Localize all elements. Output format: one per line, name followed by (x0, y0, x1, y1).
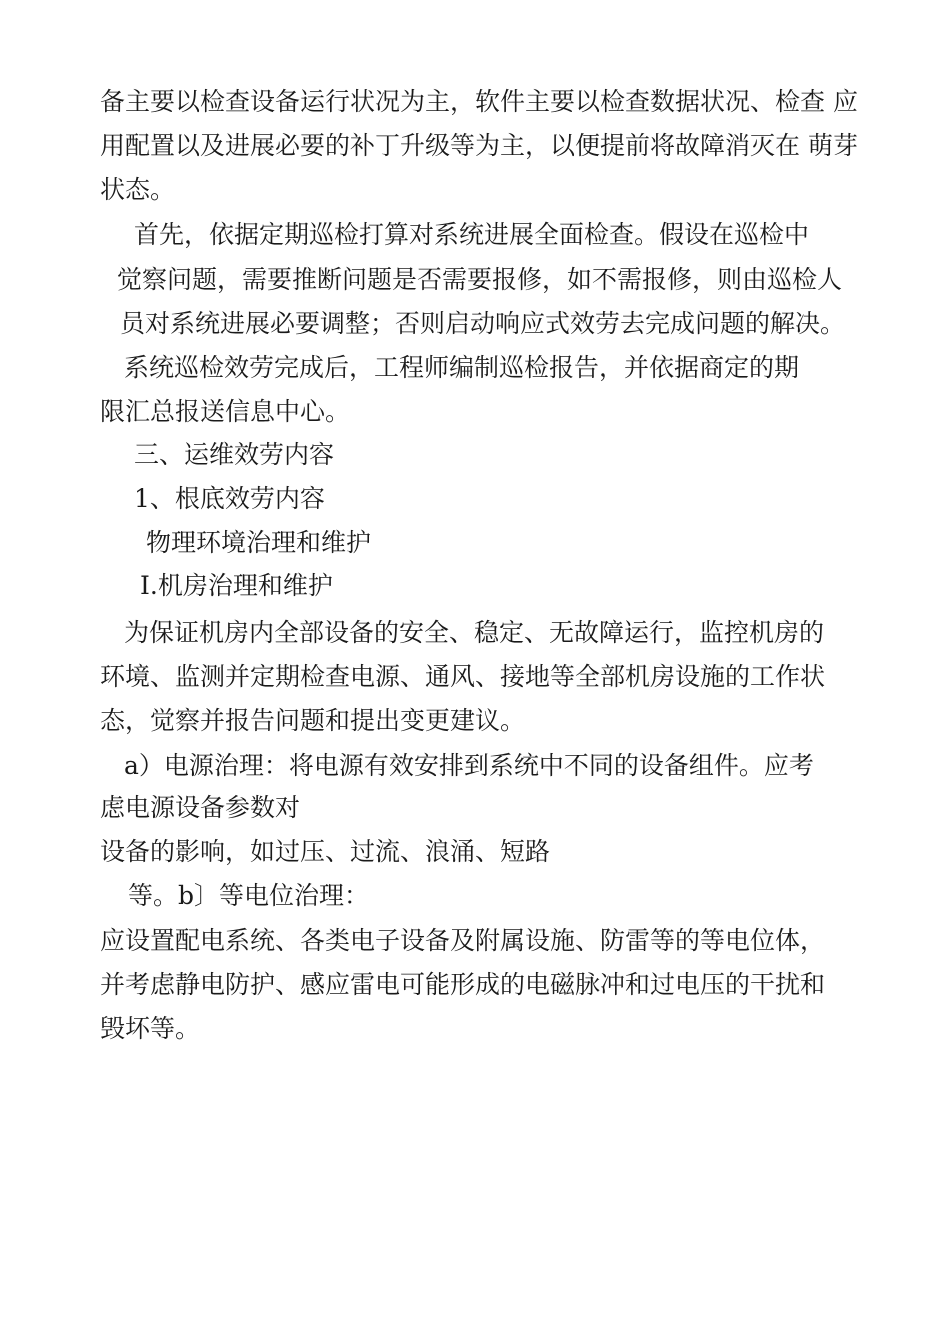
text-line: 毁坏等。 (100, 1014, 201, 1043)
text-line: 为保证机房内全部设备的安全、稳定、无故障运行，监控机房的 (124, 618, 825, 647)
text-line: 限汇总报送信息中心。 (100, 397, 351, 426)
text-line: 备主要以检查设备运行状况为主，软件主要以检查数据状况、检查 应 (100, 87, 858, 116)
text-line: 员对系统进展必要调整；否则启动响应式效劳去完成问题的解决。 (120, 309, 846, 338)
text-line: 用配置以及进展必要的补丁升级等为主，以便提前将故障消灭在 萌芽 (100, 131, 858, 160)
text-line: 觉察问题，需要推断问题是否需要报修，如不需报修，则由巡检人 (117, 265, 843, 294)
subsection-heading: 物理环境治理和维护 (146, 528, 372, 557)
text-line: 环境、监测并定期检查电源、通风、接地等全部机房设施的工作状 (100, 662, 826, 691)
section-heading: 三、运维效劳内容 (134, 440, 335, 469)
text-line: 态，觉察并报告问题和提出变更建议。 (100, 706, 526, 735)
text-line: 等。b〕等电位治理： (128, 881, 370, 910)
text-line: 状态。 (100, 175, 176, 204)
text-line: 系统巡检效劳完成后，工程师编制巡检报告，并依据商定的期 (124, 353, 800, 382)
text-line: 并考虑静电防护、感应雷电可能形成的电磁脉冲和过电压的干扰和 (100, 970, 826, 999)
text-line: a）电源治理：将电源有效安排到系统中不同的设备组件。应考 (124, 751, 814, 780)
text-line: 虑电源设备参数对 (100, 793, 301, 822)
text-line: 设备的影响，如过压、过流、浪涌、短路 (100, 837, 551, 866)
subsection-heading: Ⅰ.机房治理和维护 (140, 571, 333, 600)
text-line: 应设置配电系统、各类电子设备及附属设施、防雷等的等电位体， (100, 926, 826, 955)
subsection-heading: 1、根底效劳内容 (134, 484, 325, 513)
text-line: 首先，依据定期巡检打算对系统进展全面检查。假设在巡检中 (134, 220, 810, 249)
